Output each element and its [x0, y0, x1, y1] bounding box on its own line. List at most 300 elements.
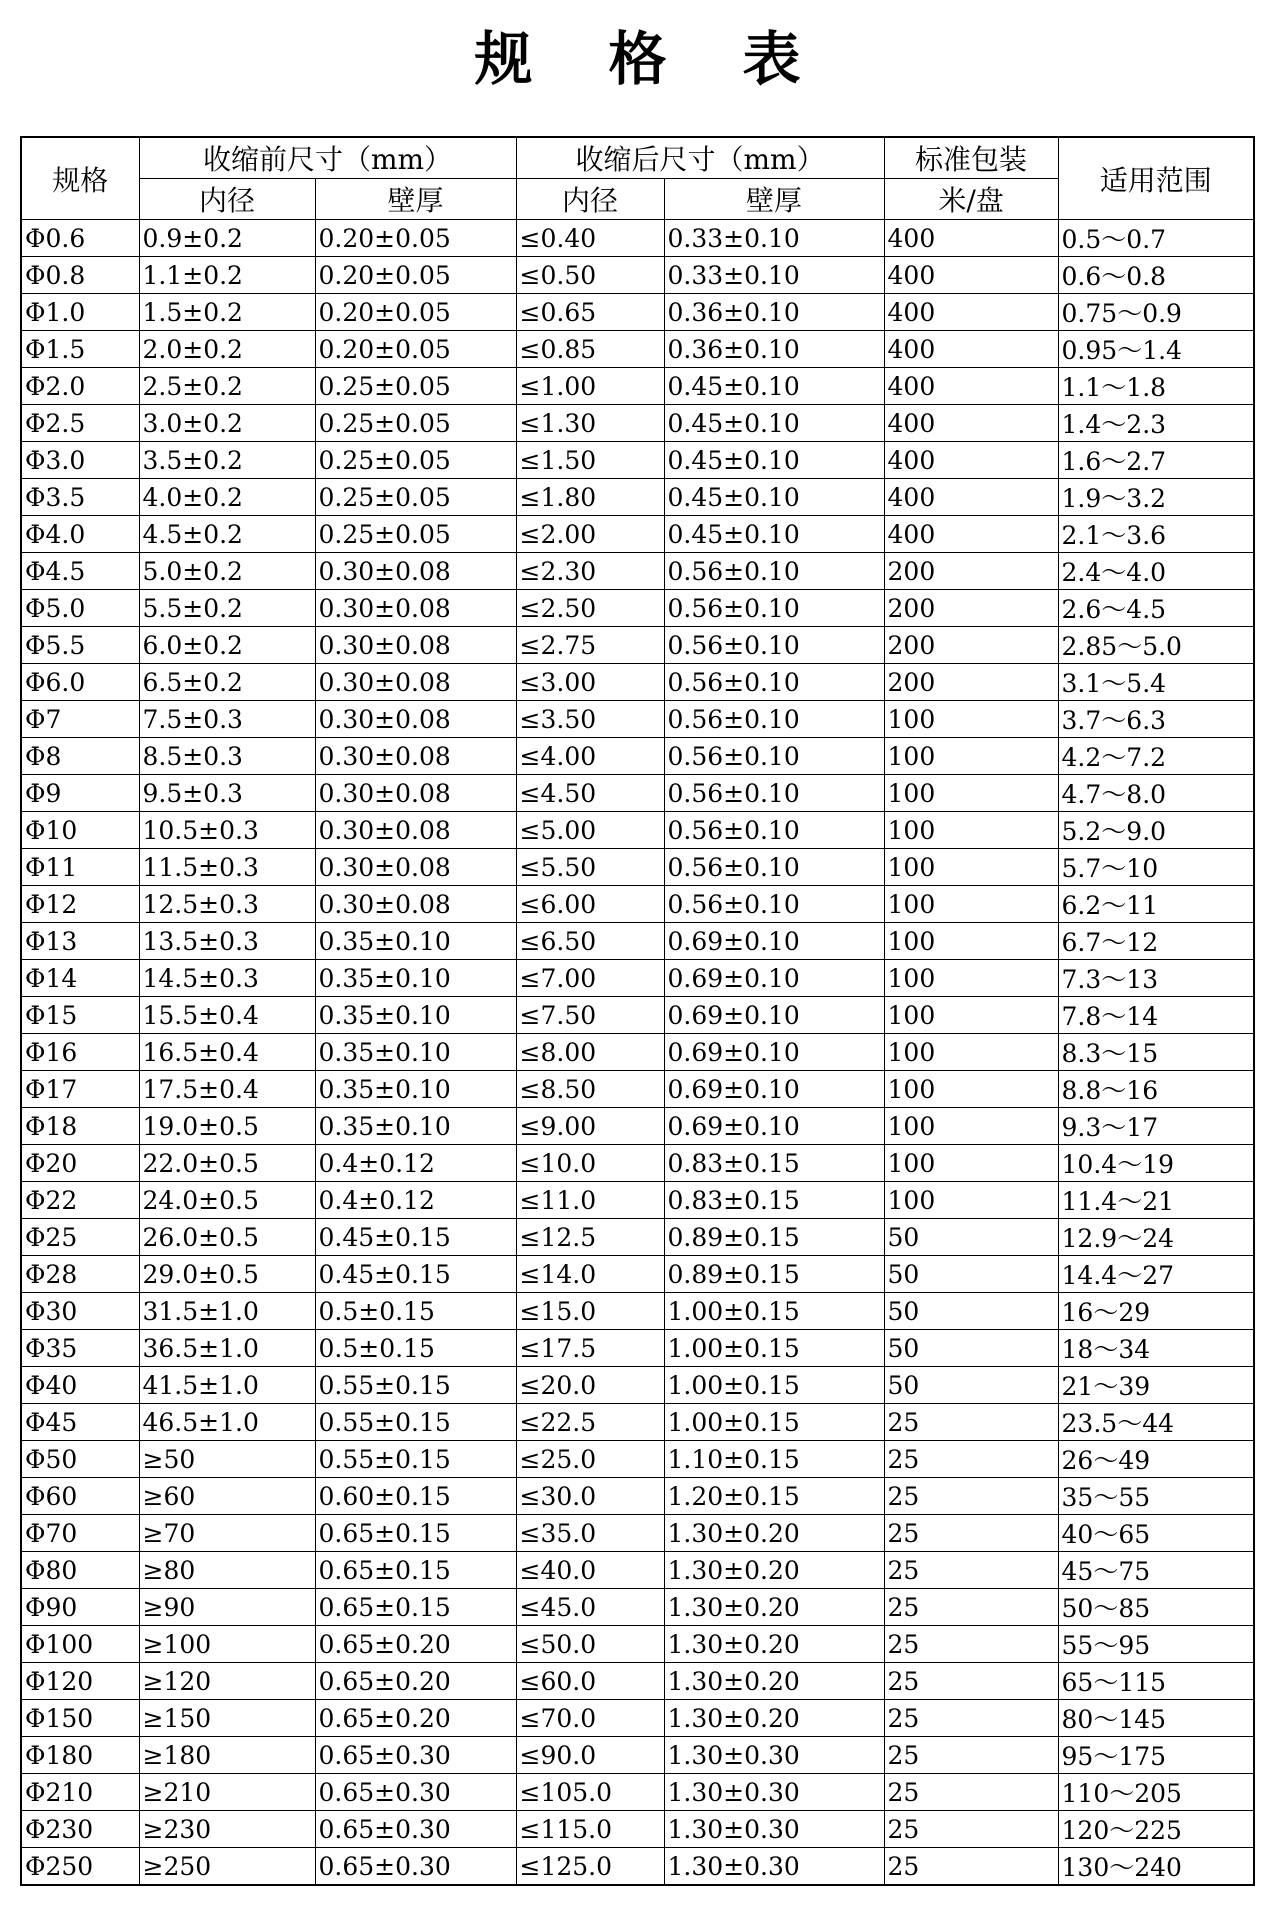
table-row	[21, 1552, 1254, 1589]
inner-before-cell: 5.5±0.2	[139, 590, 315, 627]
spec-cell: Φ11	[21, 849, 139, 886]
inner-before-cell: 2.5±0.2	[139, 368, 315, 405]
wall-after-cell: 1.00±0.15	[664, 1330, 884, 1367]
package-cell: 400	[884, 405, 1058, 442]
wall-before-cell: 0.20±0.05	[315, 257, 516, 294]
inner-after-cell: ≤115.0	[516, 1811, 664, 1848]
header-package-unit: 米/盘	[884, 179, 1058, 220]
wall-before-cell: 0.60±0.15	[315, 1478, 516, 1515]
package-cell: 100	[884, 1108, 1058, 1145]
inner-before-cell: 9.5±0.3	[139, 775, 315, 812]
package-cell: 400	[884, 257, 1058, 294]
spec-cell: Φ2.5	[21, 405, 139, 442]
table-body	[21, 220, 1254, 1886]
inner-before-cell: 10.5±0.3	[139, 812, 315, 849]
spec-cell: Φ4.5	[21, 553, 139, 590]
wall-after-cell: 0.69±0.10	[664, 997, 884, 1034]
title-char: 表	[742, 25, 801, 93]
range-cell: 4.7～8.0	[1058, 775, 1254, 812]
inner-before-cell: 4.5±0.2	[139, 516, 315, 553]
package-cell: 200	[884, 664, 1058, 701]
header-spec: 规格	[21, 137, 139, 220]
inner-before-cell: ≥230	[139, 1811, 315, 1848]
wall-after-cell: 0.56±0.10	[664, 812, 884, 849]
wall-after-cell: 0.33±0.10	[664, 257, 884, 294]
package-cell: 400	[884, 479, 1058, 516]
inner-before-cell: 15.5±0.4	[139, 997, 315, 1034]
inner-after-cell: ≤0.65	[516, 294, 664, 331]
package-cell: 25	[884, 1700, 1058, 1737]
wall-before-cell: 0.65±0.15	[315, 1552, 516, 1589]
spec-cell: Φ18	[21, 1108, 139, 1145]
inner-after-cell: ≤1.00	[516, 368, 664, 405]
range-cell: 5.2～9.0	[1058, 812, 1254, 849]
spec-cell: Φ8	[21, 738, 139, 775]
inner-after-cell: ≤15.0	[516, 1293, 664, 1330]
spec-cell: Φ120	[21, 1663, 139, 1700]
inner-before-cell: 1.5±0.2	[139, 294, 315, 331]
spec-cell: Φ3.5	[21, 479, 139, 516]
wall-before-cell: 0.65±0.20	[315, 1626, 516, 1663]
spec-cell: Φ13	[21, 923, 139, 960]
range-cell: 2.4～4.0	[1058, 553, 1254, 590]
spec-cell: Φ25	[21, 1219, 139, 1256]
inner-after-cell: ≤25.0	[516, 1441, 664, 1478]
range-cell: 6.2～11	[1058, 886, 1254, 923]
inner-before-cell: ≥210	[139, 1774, 315, 1811]
inner-before-cell: 4.0±0.2	[139, 479, 315, 516]
wall-before-cell: 0.65±0.15	[315, 1589, 516, 1626]
package-cell: 200	[884, 590, 1058, 627]
package-cell: 100	[884, 1145, 1058, 1182]
wall-after-cell: 0.56±0.10	[664, 553, 884, 590]
table-row	[21, 1589, 1254, 1626]
spec-cell: Φ80	[21, 1552, 139, 1589]
table-row	[21, 1219, 1254, 1256]
table-row	[21, 1071, 1254, 1108]
inner-after-cell: ≤2.50	[516, 590, 664, 627]
inner-after-cell: ≤8.00	[516, 1034, 664, 1071]
table-row	[21, 1330, 1254, 1367]
inner-after-cell: ≤0.85	[516, 331, 664, 368]
table-row	[21, 1737, 1254, 1774]
spec-cell: Φ50	[21, 1441, 139, 1478]
wall-after-cell: 1.30±0.30	[664, 1811, 884, 1848]
table-row	[21, 812, 1254, 849]
package-cell: 100	[884, 775, 1058, 812]
spec-cell: Φ28	[21, 1256, 139, 1293]
range-cell: 5.7～10	[1058, 849, 1254, 886]
wall-before-cell: 0.65±0.20	[315, 1663, 516, 1700]
spec-cell: Φ1.0	[21, 294, 139, 331]
wall-before-cell: 0.65±0.30	[315, 1848, 516, 1886]
inner-after-cell: ≤5.00	[516, 812, 664, 849]
table-row	[21, 1034, 1254, 1071]
inner-before-cell: 11.5±0.3	[139, 849, 315, 886]
range-cell: 95～175	[1058, 1737, 1254, 1774]
inner-after-cell: ≤20.0	[516, 1367, 664, 1404]
spec-cell: Φ9	[21, 775, 139, 812]
inner-after-cell: ≤0.50	[516, 257, 664, 294]
wall-before-cell: 0.55±0.15	[315, 1441, 516, 1478]
table-row	[21, 886, 1254, 923]
spec-cell: Φ70	[21, 1515, 139, 1552]
wall-before-cell: 0.45±0.15	[315, 1219, 516, 1256]
inner-after-cell: ≤45.0	[516, 1589, 664, 1626]
range-cell: 35～55	[1058, 1478, 1254, 1515]
inner-after-cell: ≤11.0	[516, 1182, 664, 1219]
wall-after-cell: 1.30±0.20	[664, 1700, 884, 1737]
inner-after-cell: ≤7.00	[516, 960, 664, 997]
inner-after-cell: ≤1.30	[516, 405, 664, 442]
package-cell: 100	[884, 886, 1058, 923]
wall-before-cell: 0.4±0.12	[315, 1182, 516, 1219]
range-cell: 7.3～13	[1058, 960, 1254, 997]
range-cell: 3.1～5.4	[1058, 664, 1254, 701]
table-row	[21, 294, 1254, 331]
package-cell: 100	[884, 812, 1058, 849]
table-row	[21, 553, 1254, 590]
inner-before-cell: 6.0±0.2	[139, 627, 315, 664]
inner-before-cell: 7.5±0.3	[139, 701, 315, 738]
inner-after-cell: ≤12.5	[516, 1219, 664, 1256]
wall-after-cell: 0.45±0.10	[664, 479, 884, 516]
inner-after-cell: ≤6.00	[516, 886, 664, 923]
spec-cell: Φ5.0	[21, 590, 139, 627]
spec-cell: Φ12	[21, 886, 139, 923]
inner-after-cell: ≤1.50	[516, 442, 664, 479]
spec-cell: Φ100	[21, 1626, 139, 1663]
inner-before-cell: ≥150	[139, 1700, 315, 1737]
table-row	[21, 1663, 1254, 1700]
range-cell: 2.1～3.6	[1058, 516, 1254, 553]
table-row	[21, 368, 1254, 405]
inner-after-cell: ≤6.50	[516, 923, 664, 960]
package-cell: 50	[884, 1219, 1058, 1256]
wall-after-cell: 0.45±0.10	[664, 405, 884, 442]
table-row	[21, 1108, 1254, 1145]
range-cell: 130～240	[1058, 1848, 1254, 1886]
range-cell: 2.85～5.0	[1058, 627, 1254, 664]
inner-before-cell: ≥60	[139, 1478, 315, 1515]
inner-before-cell: 24.0±0.5	[139, 1182, 315, 1219]
header-range: 适用范围	[1058, 137, 1254, 220]
wall-after-cell: 1.30±0.20	[664, 1663, 884, 1700]
table-row	[21, 775, 1254, 812]
range-cell: 16～29	[1058, 1293, 1254, 1330]
package-cell: 25	[884, 1663, 1058, 1700]
wall-after-cell: 0.69±0.10	[664, 1071, 884, 1108]
table-row	[21, 738, 1254, 775]
table-row	[21, 1626, 1254, 1663]
package-cell: 25	[884, 1589, 1058, 1626]
package-cell: 100	[884, 738, 1058, 775]
inner-after-cell: ≤30.0	[516, 1478, 664, 1515]
inner-before-cell: 13.5±0.3	[139, 923, 315, 960]
inner-after-cell: ≤0.40	[516, 220, 664, 257]
package-cell: 25	[884, 1404, 1058, 1441]
package-cell: 25	[884, 1811, 1058, 1848]
range-cell: 9.3～17	[1058, 1108, 1254, 1145]
range-cell: 14.4～27	[1058, 1256, 1254, 1293]
wall-after-cell: 0.45±0.10	[664, 516, 884, 553]
wall-after-cell: 0.69±0.10	[664, 923, 884, 960]
table-row	[21, 627, 1254, 664]
package-cell: 25	[884, 1441, 1058, 1478]
wall-before-cell: 0.30±0.08	[315, 553, 516, 590]
inner-after-cell: ≤40.0	[516, 1552, 664, 1589]
inner-after-cell: ≤7.50	[516, 997, 664, 1034]
wall-before-cell: 0.5±0.15	[315, 1293, 516, 1330]
wall-before-cell: 0.25±0.05	[315, 479, 516, 516]
wall-after-cell: 1.20±0.15	[664, 1478, 884, 1515]
package-cell: 400	[884, 368, 1058, 405]
inner-before-cell: 8.5±0.3	[139, 738, 315, 775]
wall-after-cell: 1.30±0.30	[664, 1737, 884, 1774]
range-cell: 0.75～0.9	[1058, 294, 1254, 331]
package-cell: 400	[884, 442, 1058, 479]
wall-before-cell: 0.4±0.12	[315, 1145, 516, 1182]
table-row	[21, 1367, 1254, 1404]
range-cell: 45～75	[1058, 1552, 1254, 1589]
wall-after-cell: 0.56±0.10	[664, 738, 884, 775]
inner-after-cell: ≤35.0	[516, 1515, 664, 1552]
wall-after-cell: 1.30±0.20	[664, 1589, 884, 1626]
spec-cell: Φ45	[21, 1404, 139, 1441]
inner-after-cell: ≤2.75	[516, 627, 664, 664]
wall-before-cell: 0.20±0.05	[315, 294, 516, 331]
range-cell: 3.7～6.3	[1058, 701, 1254, 738]
wall-after-cell: 0.69±0.10	[664, 1108, 884, 1145]
spec-cell: Φ6.0	[21, 664, 139, 701]
table-row	[21, 1774, 1254, 1811]
wall-before-cell: 0.30±0.08	[315, 701, 516, 738]
package-cell: 50	[884, 1293, 1058, 1330]
inner-after-cell: ≤50.0	[516, 1626, 664, 1663]
table-row	[21, 1848, 1254, 1886]
inner-before-cell: 41.5±1.0	[139, 1367, 315, 1404]
header-wall-before: 壁厚	[315, 179, 516, 220]
wall-after-cell: 1.30±0.20	[664, 1626, 884, 1663]
range-cell: 0.95～1.4	[1058, 331, 1254, 368]
inner-after-cell: ≤125.0	[516, 1848, 664, 1886]
spec-cell: Φ40	[21, 1367, 139, 1404]
inner-after-cell: ≤105.0	[516, 1774, 664, 1811]
wall-before-cell: 0.25±0.05	[315, 516, 516, 553]
inner-before-cell: 14.5±0.3	[139, 960, 315, 997]
inner-after-cell: ≤2.30	[516, 553, 664, 590]
wall-before-cell: 0.30±0.08	[315, 812, 516, 849]
table-row	[21, 590, 1254, 627]
table-row	[21, 1293, 1254, 1330]
package-cell: 100	[884, 849, 1058, 886]
range-cell: 1.9～3.2	[1058, 479, 1254, 516]
wall-before-cell: 0.35±0.10	[315, 997, 516, 1034]
package-cell: 50	[884, 1330, 1058, 1367]
inner-before-cell: 22.0±0.5	[139, 1145, 315, 1182]
range-cell: 4.2～7.2	[1058, 738, 1254, 775]
table-row	[21, 1182, 1254, 1219]
spec-cell: Φ22	[21, 1182, 139, 1219]
inner-before-cell: ≥180	[139, 1737, 315, 1774]
inner-before-cell: 0.9±0.2	[139, 220, 315, 257]
header-wall-after: 壁厚	[664, 179, 884, 220]
spec-cell: Φ35	[21, 1330, 139, 1367]
wall-before-cell: 0.55±0.15	[315, 1404, 516, 1441]
wall-before-cell: 0.25±0.05	[315, 442, 516, 479]
inner-before-cell: 26.0±0.5	[139, 1219, 315, 1256]
inner-before-cell: 46.5±1.0	[139, 1404, 315, 1441]
inner-after-cell: ≤70.0	[516, 1700, 664, 1737]
table-row	[21, 1441, 1254, 1478]
table-header	[21, 137, 1254, 220]
inner-before-cell: ≥100	[139, 1626, 315, 1663]
inner-before-cell: 36.5±1.0	[139, 1330, 315, 1367]
wall-after-cell: 1.30±0.30	[664, 1774, 884, 1811]
wall-after-cell: 0.69±0.10	[664, 1034, 884, 1071]
package-cell: 25	[884, 1737, 1058, 1774]
spec-cell: Φ16	[21, 1034, 139, 1071]
package-cell: 200	[884, 553, 1058, 590]
wall-before-cell: 0.30±0.08	[315, 886, 516, 923]
wall-before-cell: 0.25±0.05	[315, 405, 516, 442]
package-cell: 100	[884, 701, 1058, 738]
range-cell: 120～225	[1058, 1811, 1254, 1848]
wall-before-cell: 0.65±0.15	[315, 1515, 516, 1552]
inner-before-cell: ≥50	[139, 1441, 315, 1478]
range-cell: 18～34	[1058, 1330, 1254, 1367]
table-row	[21, 1404, 1254, 1441]
table-row	[21, 1145, 1254, 1182]
inner-after-cell: ≤17.5	[516, 1330, 664, 1367]
wall-after-cell: 0.36±0.10	[664, 331, 884, 368]
table-row	[21, 405, 1254, 442]
range-cell: 65～115	[1058, 1663, 1254, 1700]
spec-cell: Φ230	[21, 1811, 139, 1848]
inner-before-cell: ≥90	[139, 1589, 315, 1626]
spec-cell: Φ14	[21, 960, 139, 997]
wall-before-cell: 0.20±0.05	[315, 331, 516, 368]
header-package: 标准包装	[884, 137, 1058, 179]
table-row	[21, 516, 1254, 553]
inner-before-cell: 12.5±0.3	[139, 886, 315, 923]
inner-after-cell: ≤3.50	[516, 701, 664, 738]
inner-before-cell: 3.5±0.2	[139, 442, 315, 479]
wall-before-cell: 0.55±0.15	[315, 1367, 516, 1404]
table-row	[21, 664, 1254, 701]
spec-cell: Φ17	[21, 1071, 139, 1108]
table-row	[21, 442, 1254, 479]
title-char: 格	[608, 25, 667, 93]
wall-after-cell: 0.45±0.10	[664, 442, 884, 479]
wall-after-cell: 1.00±0.15	[664, 1404, 884, 1441]
wall-after-cell: 0.45±0.10	[664, 368, 884, 405]
wall-after-cell: 0.56±0.10	[664, 849, 884, 886]
wall-before-cell: 0.65±0.30	[315, 1774, 516, 1811]
header-inner-before: 内径	[139, 179, 315, 220]
table-row	[21, 1478, 1254, 1515]
range-cell: 1.6～2.7	[1058, 442, 1254, 479]
inner-before-cell: 19.0±0.5	[139, 1108, 315, 1145]
wall-before-cell: 0.25±0.05	[315, 368, 516, 405]
title-char: 规	[474, 25, 533, 93]
wall-before-cell: 0.30±0.08	[315, 849, 516, 886]
package-cell: 25	[884, 1478, 1058, 1515]
wall-before-cell: 0.5±0.15	[315, 1330, 516, 1367]
spec-cell: Φ150	[21, 1700, 139, 1737]
table-row	[21, 1515, 1254, 1552]
inner-before-cell: 2.0±0.2	[139, 331, 315, 368]
spec-table	[20, 136, 1255, 1886]
inner-after-cell: ≤4.50	[516, 775, 664, 812]
package-cell: 200	[884, 627, 1058, 664]
wall-before-cell: 0.65±0.20	[315, 1700, 516, 1737]
wall-before-cell: 0.35±0.10	[315, 923, 516, 960]
inner-before-cell: 31.5±1.0	[139, 1293, 315, 1330]
wall-after-cell: 1.30±0.20	[664, 1552, 884, 1589]
wall-before-cell: 0.35±0.10	[315, 1034, 516, 1071]
range-cell: 50～85	[1058, 1589, 1254, 1626]
spec-cell: Φ15	[21, 997, 139, 1034]
package-cell: 100	[884, 1182, 1058, 1219]
wall-after-cell: 0.33±0.10	[664, 220, 884, 257]
spec-cell: Φ7	[21, 701, 139, 738]
inner-before-cell: 6.5±0.2	[139, 664, 315, 701]
package-cell: 400	[884, 294, 1058, 331]
range-cell: 23.5～44	[1058, 1404, 1254, 1441]
package-cell: 100	[884, 923, 1058, 960]
wall-after-cell: 1.00±0.15	[664, 1293, 884, 1330]
range-cell: 110～205	[1058, 1774, 1254, 1811]
table-row	[21, 1256, 1254, 1293]
inner-before-cell: ≥80	[139, 1552, 315, 1589]
table-row	[21, 849, 1254, 886]
range-cell: 2.6～4.5	[1058, 590, 1254, 627]
spec-cell: Φ0.6	[21, 220, 139, 257]
inner-after-cell: ≤9.00	[516, 1108, 664, 1145]
inner-after-cell: ≤10.0	[516, 1145, 664, 1182]
wall-after-cell: 0.83±0.15	[664, 1145, 884, 1182]
spec-cell: Φ10	[21, 812, 139, 849]
table-row	[21, 997, 1254, 1034]
wall-after-cell: 0.56±0.10	[664, 590, 884, 627]
wall-after-cell: 1.10±0.15	[664, 1441, 884, 1478]
inner-before-cell: 5.0±0.2	[139, 553, 315, 590]
table-row	[21, 923, 1254, 960]
table-row	[21, 331, 1254, 368]
wall-after-cell: 0.56±0.10	[664, 775, 884, 812]
wall-before-cell: 0.45±0.15	[315, 1256, 516, 1293]
range-cell: 21～39	[1058, 1367, 1254, 1404]
package-cell: 25	[884, 1626, 1058, 1663]
spec-cell: Φ4.0	[21, 516, 139, 553]
package-cell: 400	[884, 220, 1058, 257]
package-cell: 100	[884, 1034, 1058, 1071]
range-cell: 1.1～1.8	[1058, 368, 1254, 405]
inner-before-cell: 1.1±0.2	[139, 257, 315, 294]
range-cell: 12.9～24	[1058, 1219, 1254, 1256]
table-row	[21, 1700, 1254, 1737]
range-cell: 80～145	[1058, 1700, 1254, 1737]
package-cell: 25	[884, 1848, 1058, 1886]
header-before-shrink: 收缩前尺寸（mm）	[139, 137, 516, 179]
wall-after-cell: 1.00±0.15	[664, 1367, 884, 1404]
wall-after-cell: 0.89±0.15	[664, 1256, 884, 1293]
spec-cell: Φ60	[21, 1478, 139, 1515]
spec-cell: Φ30	[21, 1293, 139, 1330]
range-cell: 10.4～19	[1058, 1145, 1254, 1182]
range-cell: 11.4～21	[1058, 1182, 1254, 1219]
